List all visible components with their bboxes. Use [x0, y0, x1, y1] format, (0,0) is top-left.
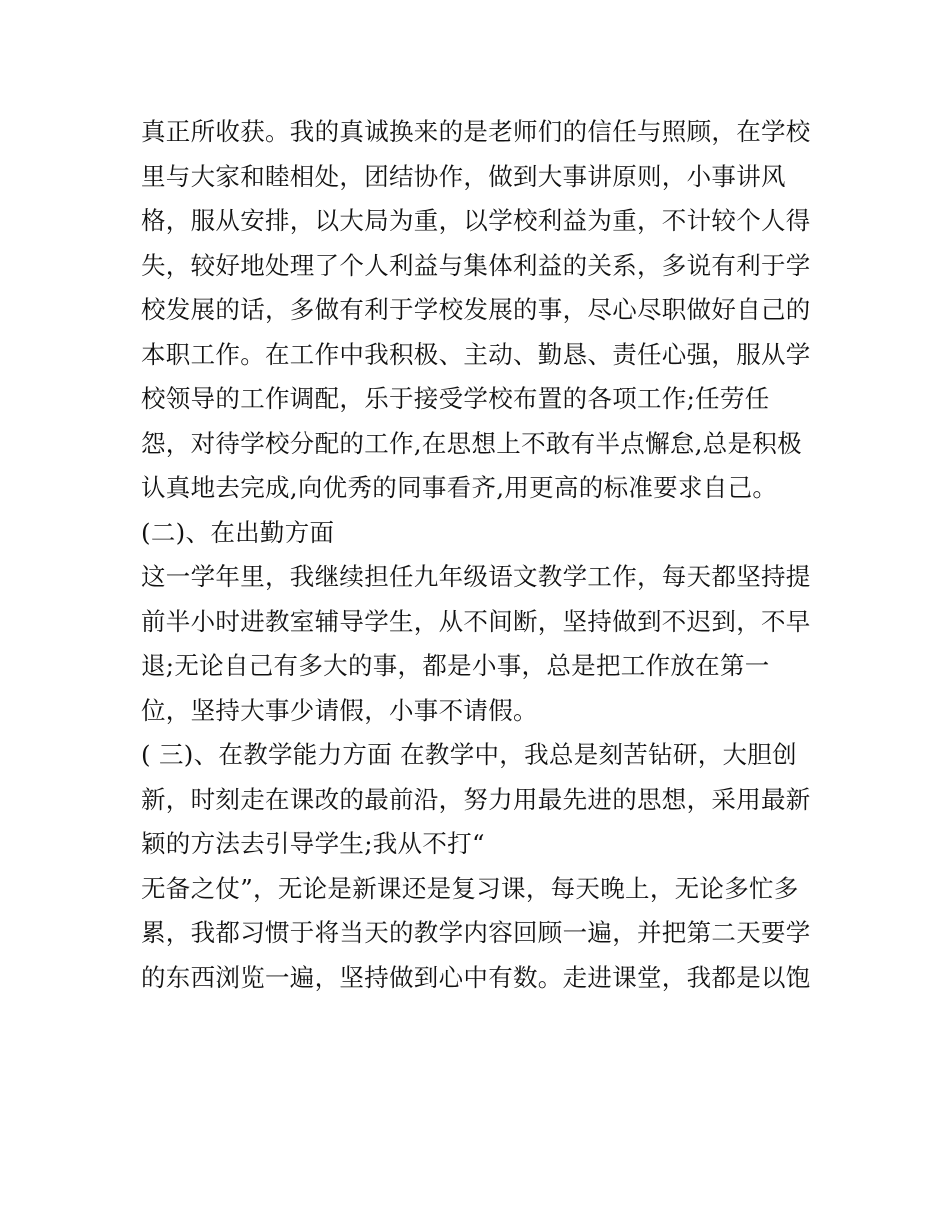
- text-line-2: 里与大家和睦相处，团结协作，做到大事讲原则，小事讲风: [141, 161, 786, 191]
- text-line-20: 的东西浏览一遍，坚持做到心中有数。走进课堂，我都是以饱: [141, 962, 811, 992]
- text-line-11: 这一学年里，我继续担任九年级语文教学工作，每天都坚持提: [141, 562, 811, 591]
- text-line-1: 真正所收获。我的真诚换来的是老师们的信任与照顾，在学校: [141, 117, 811, 146]
- text-line-7: 校领导的工作调配，乐于接受学校布置的各项工作;任劳任: [141, 384, 770, 413]
- text-line-6: 本职工作。在工作中我积极、主动、勤恳、责任心强，服从学: [141, 339, 811, 369]
- text-line-5: 校发展的话，多做有利于学校发展的事，尽心尽职做好自己的: [141, 295, 811, 324]
- section-heading-teaching: ( 三)、在教学能力方面 在教学中，我总是刻苦钻研，大胆创: [141, 740, 797, 769]
- text-line-14: 位，坚持大事少请假，小事不请假。: [141, 695, 538, 725]
- text-line-9: 认真地去完成,向优秀的同事看齐,用更高的标准要求自己。: [141, 473, 778, 502]
- text-line-4: 失，较好地处理了个人利益与集体利益的关系，多说有利于学: [141, 250, 811, 280]
- section-heading-attendance: (二)、在出勤方面: [141, 517, 335, 547]
- text-line-17: 颖的方法去引导学生;我从不打“: [141, 829, 485, 858]
- body-text: [141, 110, 831, 1000]
- text-line-8: 怨，对待学校分配的工作,在思想上不敢有半点懈怠,总是积极: [141, 428, 802, 458]
- text-line-16: 新，时刻走在课改的最前沿，努力用最先进的思想，采用最新: [141, 784, 811, 814]
- text-line-3: 格，服从安排，以大局为重，以学校利益为重，不计较个人得: [141, 206, 811, 235]
- text-line-12: 前半小时进教室辅导学生，从不间断，坚持做到不迟到，不早: [141, 606, 811, 636]
- text-line-18: 无备之仗”，无论是新课还是复习课，每天晚上，无论多忙多: [141, 873, 799, 903]
- text-line-13: 退;无论自己有多大的事，都是小事，总是把工作放在第一: [141, 651, 770, 680]
- text-line-19: 累，我都习惯于将当天的教学内容回顾一遍，并把第二天要学: [141, 918, 811, 947]
